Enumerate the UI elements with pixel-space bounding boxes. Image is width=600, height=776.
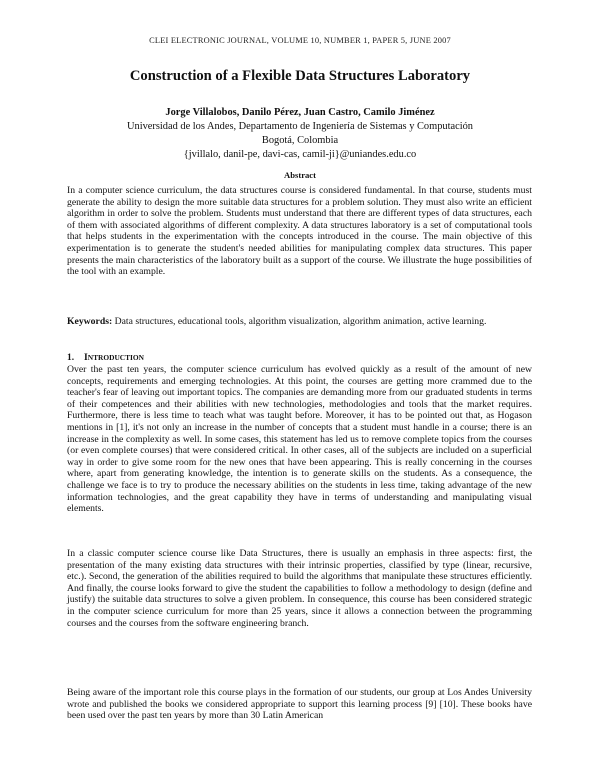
abstract-heading: Abstract: [284, 170, 316, 180]
author-list: Jorge Villalobos, Danilo Pérez, Juan Castro, Camilo Jiménez: [165, 107, 435, 118]
affiliation: Universidad de los Andes, Departamento de Ingeniería de Sistemas y Computación: [127, 121, 473, 132]
keywords-text: Data structures, educational tools, algorithm visualization, algorithm animation, active learning.: [112, 316, 487, 327]
section-title-rest: NTRODUCTION: [87, 353, 145, 362]
section-number: 1.: [67, 353, 75, 363]
section-heading-introduction: [67, 352, 144, 363]
running-head: CLEI ELECTRONIC JOURNAL, VOLUME 10, NUMBER 1, PAPER 5, JUNE 2007: [149, 36, 451, 45]
affiliation-city: Bogotá, Colombia: [261, 135, 339, 146]
author-emails: {jvillalo, danil-pe, davi-cas, camil-ji}@uniandes.edu.co: [183, 149, 417, 160]
keywords-label: Keywords:: [67, 316, 113, 327]
paragraph: Being aware of the important role this course plays in the formation of our students, our group at Los Andes University wrote and published the books we considered appropriate to support this learning process [9] [10]. These books have been used over the past ten years by more than 30 Latin American: [67, 687, 532, 722]
abstract-text: In a computer science curriculum, the data structures course is considered fundamental. In that course, students must generate the ability to design the more suitable data structures for a problem solution. They must also write an efficient algorithm in order to solve the problem. Students must understand that there are different types of data structures, each of them with associated algorithms of different complexity. A data structures laboratory is a set of computational tools that helps students in the experimentation with the concepts introduced in the course. The main objective of this experimentation is to generate the student's needed abilities for manipulating complex data structures. This paper presents the main characteristics of the laboratory built as a support of the course. We illustrate the huge possibilities of the tool with an example.: [67, 185, 532, 278]
paragraph: Over the past ten years, the computer science curriculum has evolved quickly as a result of the amount of new concepts, requirements and emerging technologies. At this point, the courses are getting more crammed due to the teacher's fear of leaving out important topics. The companies are demanding more from our graduated students in terms of their competences and their abilities with new technologies, methodologies and tools that the market requires. Furthermore, there is less time to teach what was taught before. Moreover, it has to be pointed out that, as Hogason mentions in [1], it's not only an increase in the number of concepts that a student must handle in a course; there is an increase in the complexity as well. In some cases, this statement has led us to remove complete topics from the courses (or even complete courses) that were considered critical. In other cases, all of the subjects are included on a superficial way in order to give some room for the new ones that have been appearing. This is really concerning in the courses where, apart from generating knowledge, the intention is to generate skills on the students. As a consequence, the challenge we face is to try to produce the necessary abilities on the students in less time, taking advantage of the new information technologies, and the great capability they have in terms of understanding and manipulating visual elements.: [67, 364, 532, 515]
keywords: [67, 316, 532, 328]
section-title-initial: I: [84, 352, 88, 363]
paragraph: In a classic computer science course like Data Structures, there is usually an emphasis in three aspects: first, the presentation of the many existing data structures with their intrinsic properties, classified by type (linear, recursive, etc.). Second, the generation of the abilities required to build the algorithms that manipulate these structures efficiently. And finally, the course looks forward to give the student the capabilities to follow a methodology to design (define and justify) the suitable data structures to solve a given problem. In consequence, this course has been considered strategic in the computer science curriculum for more than 25 years, since it allows a connection between the programming courses and the courses from the software engineering branch.: [67, 548, 532, 629]
paper-title: Construction of a Flexible Data Structures Laboratory: [129, 68, 471, 84]
